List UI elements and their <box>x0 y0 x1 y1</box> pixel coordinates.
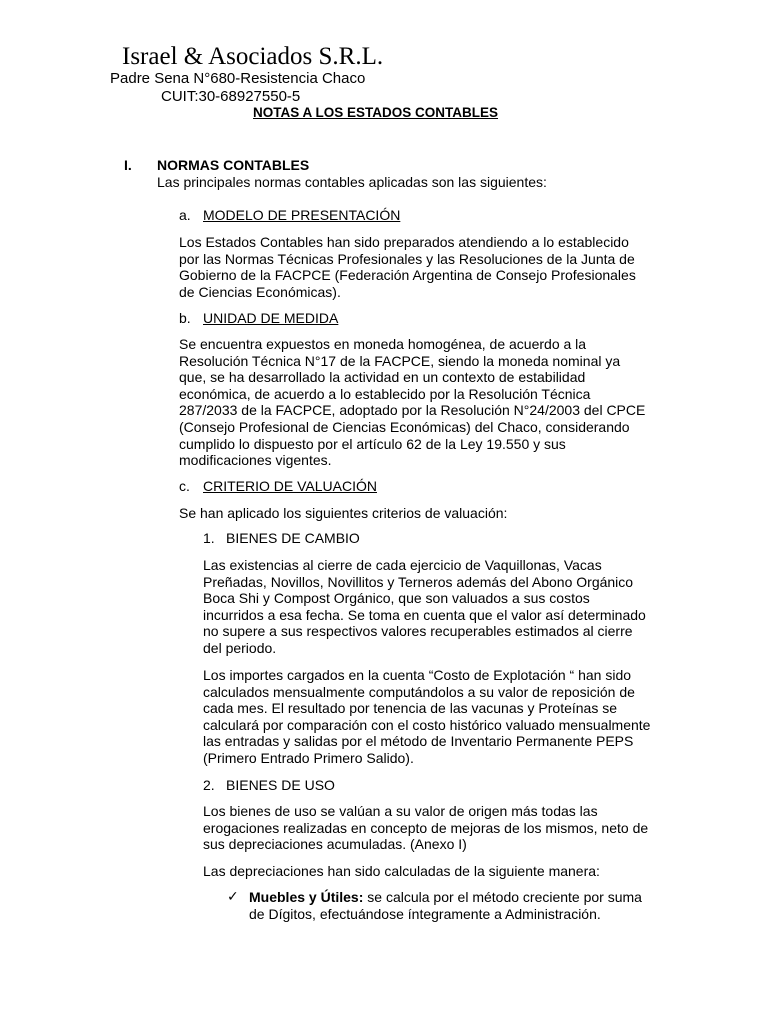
text-line: erogaciones realizadas en concepto de mejoras de los mismos, neto de <box>203 819 649 836</box>
company-cuit: CUIT:30-68927550-5 <box>161 88 301 105</box>
subsection-heading: MODELO DE PRESENTACIÓN <box>203 207 401 223</box>
bullet-text: se calcula por el método creciente por suma <box>363 889 642 905</box>
paragraph <box>203 803 648 853</box>
text-line: económica, de acuerdo a lo establecido por la Resolución Técnica <box>179 385 591 402</box>
text-line: Los importes cargados en la cuenta “Costo de Explotación “ han sido <box>203 667 632 683</box>
subsection-letter: c. <box>179 478 190 494</box>
company-name: Israel & Asociados S.R.L. <box>122 43 384 70</box>
text-line: Los Estados Contables han sido preparados atendiendo a lo establecido <box>179 234 629 250</box>
section-heading: NORMAS CONTABLES <box>157 157 310 173</box>
subsection-heading: CRITERIO DE VALUACIÓN <box>203 478 377 494</box>
text-line: calculados mensualmente computándolos a su valor de reposición de <box>203 683 635 700</box>
bullet-line <box>249 889 642 906</box>
text-line: incurridos a esa fecha. Se toma en cuenta que el valor así determinado <box>203 606 646 623</box>
bullet-label: Muebles y Útiles: <box>249 889 364 905</box>
company-address: Padre Sena N°680-Resistencia Chaco <box>110 70 366 87</box>
text-line: Las existencias al cierre de cada ejercicio de Vaquillonas, Vacas <box>203 557 602 573</box>
text-line: Boca Shi y Compost Orgánico, que son valuados a sus costos <box>203 590 590 607</box>
section-number: I. <box>124 157 132 173</box>
text-line: cumplido lo dispuesto por el artículo 62 de la Ley 19.550 y sus <box>179 435 566 452</box>
text-line: Gobierno de la FACPCE (Federación Argentina de Consejo Profesionales <box>179 267 636 284</box>
text-line: Preñadas, Novillos, Novillitos y Terneros además del Abono Orgánico <box>203 573 634 590</box>
subsection-letter: b. <box>179 310 191 326</box>
text-line: Los bienes de uso se valúan a su valor de origen más todas las <box>203 803 598 819</box>
checkmark-icon: ✓ <box>227 888 239 904</box>
text-line: Resolución Técnica N°17 de la FACPCE, siendo la moneda nominal ya <box>179 352 621 369</box>
text-line: de Ciencias Económicas). <box>179 283 341 300</box>
item-heading: BIENES DE USO <box>226 777 335 793</box>
text-line: calculará por comparación con el costo histórico valuado mensualmente <box>203 716 651 733</box>
text-line: modificaciones vigentes. <box>179 452 332 469</box>
text-line: (Consejo Profesional de Ciencias Económicas) del Chaco, considerando <box>179 418 630 435</box>
subsection-intro: Se han aplicado los siguientes criterios de valuación: <box>179 505 508 521</box>
item-number: 2. <box>203 777 215 793</box>
item-heading: BIENES DE CAMBIO <box>226 530 360 546</box>
bullet-line: de Dígitos, efectuándose íntegramente a Administración. <box>249 905 601 922</box>
text-line: que, se ha desarrollado la actividad en un contexto de estabilidad <box>179 369 586 386</box>
text-line: por las Normas Técnicas Profesionales y las Resoluciones de la Junta de <box>179 250 635 267</box>
subsection-letter: a. <box>179 207 191 223</box>
paragraph <box>179 234 636 300</box>
subsection-heading: UNIDAD DE MEDIDA <box>203 310 339 326</box>
text-line: sus depreciaciones acumuladas. (Anexo I) <box>203 836 467 853</box>
document-title: NOTAS A LOS ESTADOS CONTABLES <box>253 105 499 120</box>
text-line: 287/2033 de la FACPCE, adoptado por la Resolución N°24/2003 del CPCE <box>179 402 646 419</box>
paragraph: Las depreciaciones han sido calculadas de la siguiente manera: <box>203 863 600 879</box>
text-line: (Primero Entrado Primero Salido). <box>203 749 414 766</box>
bullet-item <box>249 889 642 922</box>
text-line: del periodo. <box>203 639 277 656</box>
text-line: cada mes. El resultado por tenencia de las vacunas y Proteínas se <box>203 700 618 717</box>
paragraph <box>203 667 650 767</box>
paragraph <box>203 557 646 657</box>
text-line: las entradas y salidas por el método de Inventario Permanente PEPS <box>203 733 634 750</box>
section-intro: Las principales normas contables aplicadas son las siguientes: <box>157 174 547 190</box>
text-line: Se encuentra expuestos en moneda homogénea, de acuerdo a la <box>179 336 587 352</box>
paragraph <box>179 336 645 469</box>
item-number: 1. <box>203 530 215 546</box>
text-line: no supere a sus respectivos valores recuperables estimados al cierre <box>203 623 633 640</box>
